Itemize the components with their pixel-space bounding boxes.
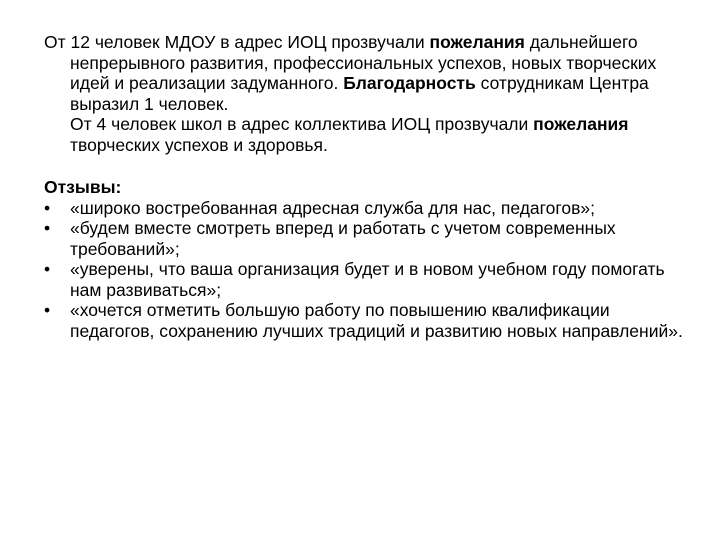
paragraph1-bold-wishes: пожелания xyxy=(429,32,525,52)
paragraph2-text-2: творческих успехов и здоровья. xyxy=(70,134,328,155)
review-text: «будем вместе смотреть вперед и работать с учетом современных требований»; xyxy=(70,218,616,259)
review-item xyxy=(44,198,684,219)
bullet-icon: • xyxy=(44,259,51,279)
review-text: «уверены, что ваша организация будет и в новом учебном году помогать нам развиваться»; xyxy=(70,259,665,300)
slide-content xyxy=(44,32,684,341)
paragraph-schools-feedback xyxy=(44,114,684,155)
review-text: «хочется отметить большую работу по повышению квалификации педагогов, сохранению лучших традиций и развитию новых направлений». xyxy=(70,300,683,341)
bullet-icon: • xyxy=(44,218,51,238)
reviews-heading: Отзывы: xyxy=(44,177,122,197)
paragraph1-text-2: дальнейшего непрерывного развития, профессиональных успехов, новых творческих идей и реализации задуманного. xyxy=(70,32,657,93)
bullet-icon: • xyxy=(44,197,51,218)
review-item xyxy=(44,259,684,300)
paragraph1-bold-gratitude: Благодарность xyxy=(343,73,476,93)
review-text: «широко востребованная адресная служба для нас, педагогов»; xyxy=(70,197,595,218)
bullet-icon: • xyxy=(44,300,51,320)
paragraph2-text-1: От 4 человек школ в адрес коллектива ИОЦ прозвучали xyxy=(70,114,534,134)
paragraph1-text-3: сотрудникам Центра выразил 1 человек. xyxy=(70,73,649,114)
paragraph1-text-1: От 12 человек МДОУ в адрес ИОЦ прозвучали xyxy=(44,32,430,52)
review-item xyxy=(44,218,684,259)
reviews-list xyxy=(44,198,684,342)
review-item xyxy=(44,300,684,341)
paragraph2-bold-wishes: пожелания xyxy=(533,114,629,134)
paragraph-mdou-feedback xyxy=(44,32,684,114)
spacer xyxy=(44,155,684,177)
